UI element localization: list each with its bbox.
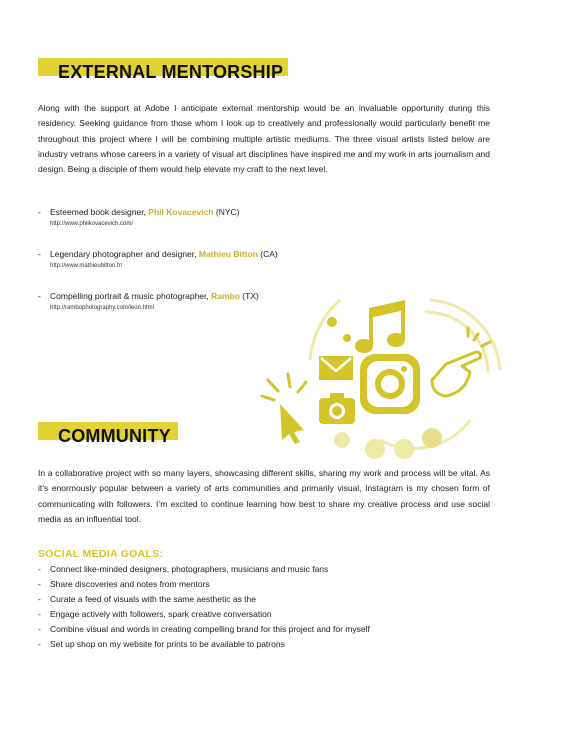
list-dash: - [38, 291, 41, 301]
mentor-url-link[interactable]: http://www.mathieubitton.fr/ [50, 263, 123, 269]
decorative-dot [334, 432, 350, 448]
list-dash: - [38, 564, 41, 574]
instagram-icon [360, 354, 420, 414]
list-dash: - [38, 609, 41, 619]
goal-text: Combine visual and words in creating compelling brand for this project and for myself [50, 624, 370, 634]
decorative-dot [365, 439, 385, 459]
list-dash: - [38, 579, 41, 589]
decorative-dot [394, 439, 414, 459]
mentor-name: Phil Kovacevich [148, 207, 214, 217]
mentor-role: Legendary photographer and designer, [50, 249, 199, 259]
list-item [38, 609, 498, 624]
music-note-icon [355, 300, 405, 353]
mentor-location: (CA) [257, 249, 278, 259]
community-heading: COMMUNITY [58, 426, 171, 446]
envelope-icon [319, 356, 353, 380]
list-item [38, 639, 498, 654]
list-dash: - [38, 594, 41, 604]
mentor-location: (NYC) [213, 207, 240, 217]
mentor-name: Mathieu Bitton [198, 249, 258, 259]
mentor-role: Esteemed book designer, [50, 207, 149, 217]
goal-text: Set up shop on my website for prints to be available to patrons [50, 639, 285, 649]
list-item [38, 579, 498, 594]
mentorship-paragraph: Along with the support at Adobe I anticipate external mentorship would be an invaluable opportunity during this residency. Seeking guidance from those whom I look up to creatively and professionally would particularly benefit me throughout this project where I will be combining multiple artistic mediums. The three visual artists listed below are industry vetrans whose careers in a variety of visual art disciplines have inspired me and my work in arts journalism and design. Being a disciple of them would help elevate my craft to the next level. [38, 103, 490, 175]
goal-text: Curate a feed of visuals with the same aesthetic as the [50, 594, 257, 604]
list-dash: - [38, 639, 41, 649]
camera-icon [319, 393, 355, 424]
mentor-location: (TX) [239, 291, 259, 301]
decorative-dot [422, 428, 442, 448]
goal-text: Connect like-minded designers, photographers, musicians and music fans [50, 564, 329, 574]
list-dash: - [38, 207, 41, 217]
community-paragraph: In a collaborative project with so many layers, showcasing different skills, sharing my work and process will be vital. As it’s enormously popular between a variety of arts communities and primarily visual, Instagram is my chosen form of communicating with followers. I’m excited to continue learning how best to share my creative process and use social media as an influential tool. [38, 468, 490, 524]
pointing-hand-icon [432, 328, 490, 396]
goal-text: Engage actively with followers, spark creative conversation [50, 609, 272, 619]
goals-list [38, 564, 498, 654]
decorative-drop [327, 317, 337, 327]
list-dash: - [38, 624, 41, 634]
list-item [38, 624, 498, 639]
mentorship-heading: EXTERNAL MENTORSHIP [58, 62, 284, 82]
social-media-goals-title: SOCIAL MEDIA GOALS: [38, 548, 164, 560]
list-item [38, 594, 498, 609]
list-dash: - [38, 249, 41, 259]
goal-text: Share discoveries and notes from mentors [50, 579, 210, 589]
mentor-role: Compelling portrait & music photographer, [50, 291, 212, 301]
list-item [38, 564, 498, 579]
mentor-url-link[interactable]: http://rambophotography.com/leon.html [50, 305, 154, 311]
mentor-name: Rambo [211, 291, 240, 301]
cursor-arrow-icon [262, 374, 306, 444]
decorative-drop [343, 334, 351, 342]
mentor-url-link[interactable]: http://www.philkovacevich.com/ [50, 221, 134, 227]
